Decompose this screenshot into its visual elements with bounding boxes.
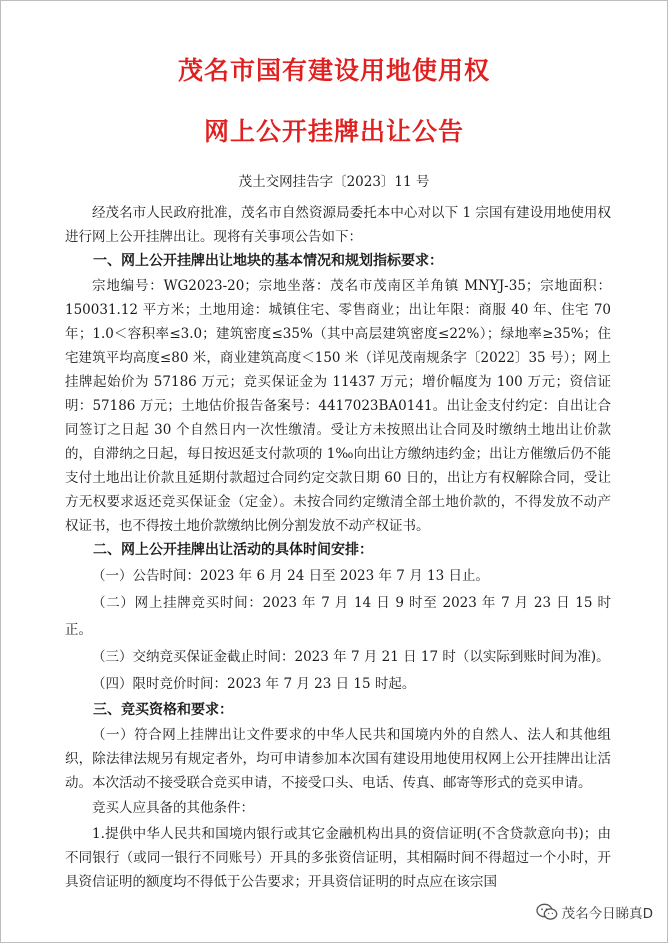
schedule-item-2: （二）网上挂牌竞买时间：2023 年 7 月 14 日 9 时至 2023 年 7 月 23 日 15 时正。 xyxy=(65,595,611,638)
watermark xyxy=(536,902,653,922)
document-number: 茂土交网挂告字〔2023〕11 号 xyxy=(238,174,430,190)
title-line-1: 茂名市国有建设用地使用权 xyxy=(177,56,490,85)
schedule-item-1: （一）公告时间：2023 年 6 月 24 日至 2023 年 7 月 13 日止。 xyxy=(92,568,489,584)
section-3-paragraph-1: （一）符合网上挂牌出让文件要求的中华人民共和国境内外的自然人、法人和其他组织，除法律法规另有规定者外，均可申请参加本次国有建设用地使用权网上公开挂牌出让活动。本次活动不接受联合竞买申请，不接受口头、电话、传真、邮寄等形式的竞买申请。 xyxy=(65,727,611,791)
watermark-text: 茂名今日睇真D xyxy=(561,906,653,922)
title-line-2: 网上公开挂牌出让公告 xyxy=(203,117,464,146)
section-3-heading: 三、竞买资格和要求： xyxy=(93,702,233,718)
section-3-paragraph-3: 1.提供中华人民共和国境内银行或其它金融机构出具的资信证明(不含贷款意向书)；由不同银行（或同一银行不同账号）开具的多张资信证明，其相隔时间不得超过一个小时，开具资信证明的额度均不得低于公告要求；开具资信证明的时点应在该宗国 xyxy=(65,826,611,890)
schedule-item-3: （三）交纳竞买保证金截止时间：2023 年 7 月 21 日 17 时（以实际到账时间为准)。 xyxy=(92,649,610,665)
section-1-body: 宗地编号：WG2023-20；宗地坐落：茂名市茂南区羊角镇 MNYJ-35；宗地面积：150031.12 平方米；土地用途：城镇住宅、零售商业；出让年限：商服 40 年、住宅 70 年；1.0＜容积率≤3.0；建筑密度≤35%（其中高层建筑密度≤22%）；绿地率≥35%；住宅建筑平均高度≤80 米，商业建筑高度＜150 米（详见茂南规条字〔2022〕35 号）；网上挂牌起始价为 57186 万元；竞买保证金为 11437 万元；增价幅度为 100 万元；资信证明：57186 万元；土地估价报告备案号：4417023BA0141。出让金支付约定：自出让合同签订之日起 30 个自然日内一次性缴清。受让方未按照出让合同及时缴纳土地出让价款的，自滞纳之日起，每日按迟延支付款项的 1‰向出让方缴纳违约金；出让方催缴后仍不能支付土地出让价款且延期付款超过合同约定交款日期 60 日的，出让方有权解除合同，受让方无权要求返还竞买保证金（定金）。未按合同约定缴清全部土地价款的，不得发放不动产权证书，也不得按土地价款缴纳比例分割发放不动产权证书。 xyxy=(65,278,611,534)
section-1-heading: 一、网上公开挂牌出让地块的基本情况和规划指标要求： xyxy=(93,253,443,269)
wechat-icon xyxy=(536,903,558,921)
section-2-heading: 二、网上公开挂牌出让活动的具体时间安排： xyxy=(93,542,373,558)
schedule-item-4: （四）限时竞价时间：2023 年 7 月 23 日 15 时起。 xyxy=(92,676,416,692)
section-3-paragraph-2: 竞买人应具备的其他条件： xyxy=(92,800,254,816)
document-body xyxy=(65,201,611,894)
intro-paragraph: 经茂名市人民政府批准，茂名市自然资源局委托本中心对以下 1 宗国有建设用地使用权进行网上公开挂牌出让。现将有关事项公告如下： xyxy=(65,205,611,245)
